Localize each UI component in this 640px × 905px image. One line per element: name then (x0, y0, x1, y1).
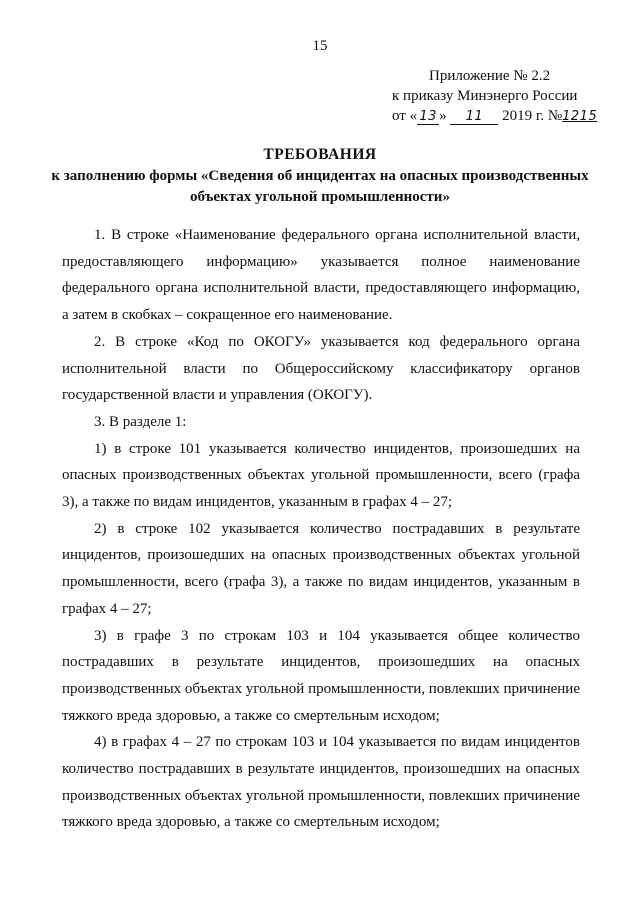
paragraph-3-item-2: 2) в строке 102 указывается количество пострадавших в результате инцидентов, произошедших на опасных производственных объектах угольной промышленности, всего (графа 3), а также по видам инцидентов, указанным в графах 4 – 27; (62, 520, 580, 617)
paragraph-3: 3. В разделе 1: (94, 413, 187, 430)
appendix-order-ref: к приказу Минэнерго России (392, 88, 578, 104)
paragraph-2: 2. В строке «Код по ОКОГУ» указывается код федерального органа исполнительной власти по Общероссийскому классификатору органов государственной власти и управления (ОКОГУ). (62, 333, 580, 404)
paragraph-1: 1. В строке «Наименование федерального органа исполнительной власти, предоставляющего информацию» указывается полное наименование федерального органа исполнительной власти, предоставляющего информацию, а затем в скобках – сокращенное его наименование. (62, 227, 580, 324)
date-prefix: от « (392, 108, 418, 124)
date-day-handwritten: 13 (417, 109, 439, 125)
paragraph-3-item-1: 1) в строке 101 указывается количество инцидентов, произошедших на опасных производственных объектах угольной промышленности, всего (графа 3), а также по видам инцидентов, указанным в графах 4 – 27; (62, 440, 580, 511)
document-subtitle (0, 166, 640, 208)
appendix-header (392, 66, 597, 127)
paragraph-3-item-3: 3) в графе 3 по строкам 103 и 104 указывается общее количество пострадавших в результате инцидентов, произошедших на опасных производственных объектах угольной промышленности, повлекших причинение тяжкого вреда здоровью, а также со смертельным исходом; (62, 627, 580, 724)
date-mid: » (439, 108, 447, 124)
document-title: ТРЕБОВАНИЯ (263, 146, 377, 163)
document-body (62, 222, 580, 836)
date-month-handwritten: 11 (450, 109, 498, 125)
order-number-handwritten: 1215 (562, 109, 598, 124)
paragraph-3-item-4: 4) в графах 4 – 27 по строкам 103 и 104 указывается по видам инцидентов количество пострадавших в результате инцидентов, произошедших на опасных производственных объектах угольной промышленности, повлекших причинение тяжкого вреда здоровью, а также со смертельным исходом; (62, 734, 580, 831)
subtitle-line-2: объектах угольной промышленности» (190, 189, 450, 205)
appendix-title: Приложение № 2.2 (429, 68, 551, 84)
appendix-date-line (392, 106, 597, 127)
page-number: 15 (312, 38, 328, 54)
date-year: 2019 г. № (502, 108, 563, 124)
subtitle-line-1: к заполнению формы «Сведения об инцидентах на опасных производственных (51, 168, 589, 184)
